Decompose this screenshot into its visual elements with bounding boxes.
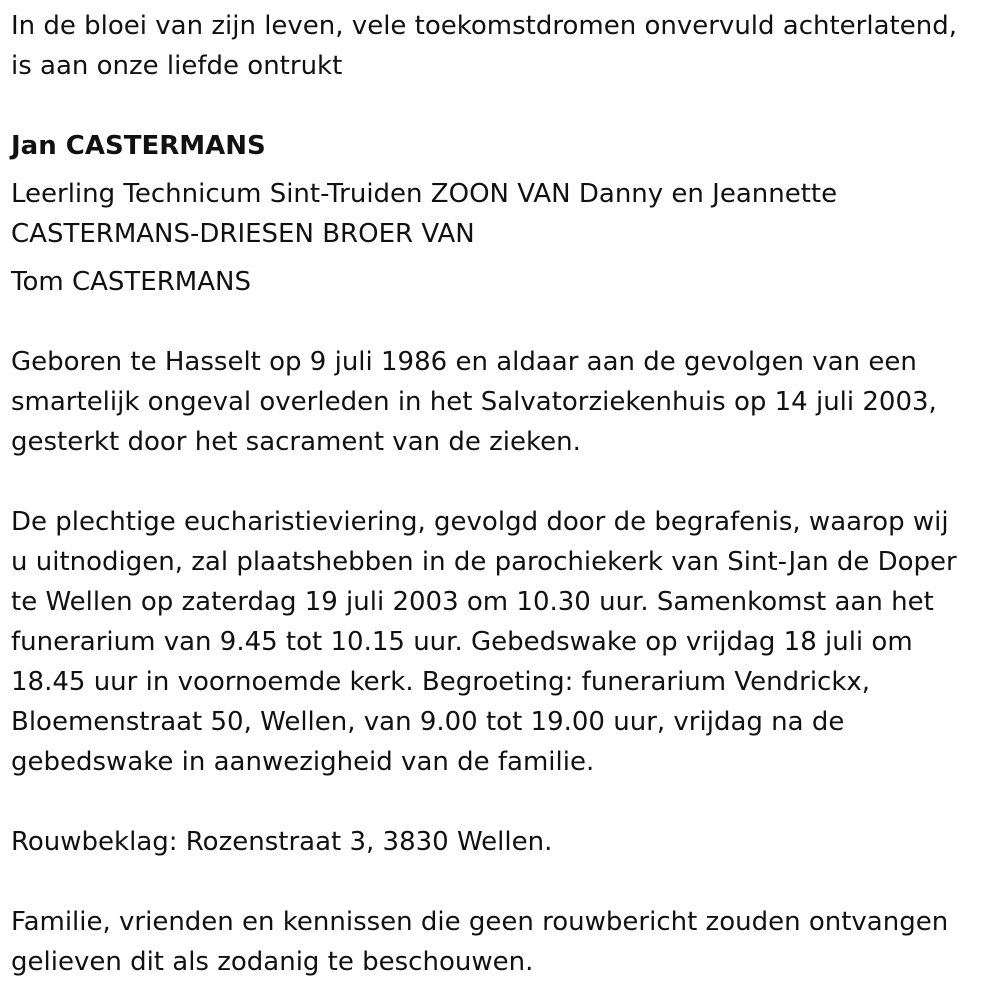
text-line: CASTERMANS-DRIESEN BROER VAN bbox=[11, 219, 475, 249]
intro-paragraph bbox=[11, 6, 991, 86]
text-line: is aan onze liefde ontrukt bbox=[11, 51, 343, 81]
text-line: u uitnodigen, zal plaatshebben in de parochiekerk van Sint-Jan de Doper bbox=[11, 547, 957, 577]
text-line: gebedswake in aanwezigheid van de familie. bbox=[11, 747, 595, 777]
text-line: gelieven dit als zodanig te beschouwen. bbox=[11, 947, 534, 977]
text-line: Familie, vrienden en kennissen die geen rouwbericht zouden ontvangen bbox=[11, 907, 949, 937]
text-line: Geboren te Hasselt op 9 juli 1986 en aldaar aan de gevolgen van een bbox=[11, 347, 917, 377]
text-line: smartelijk ongeval overleden in het Salvatorziekenhuis op 14 juli 2003, bbox=[11, 387, 937, 417]
text-line: In de bloei van zijn leven, vele toekomstdromen onvervuld achterlatend, bbox=[11, 11, 957, 41]
sibling-name: Tom CASTERMANS bbox=[11, 267, 251, 297]
obituary-document bbox=[11, 6, 991, 982]
text-line: Leerling Technicum Sint-Truiden ZOON VAN Danny en Jeannette bbox=[11, 179, 838, 209]
text-line: te Wellen op zaterdag 19 juli 2003 om 10.30 uur. Samenkomst aan het bbox=[11, 587, 934, 617]
text-line: funerarium van 9.45 tot 10.15 uur. Gebedswake op vrijdag 18 juli om bbox=[11, 627, 913, 657]
condolence-address: Rouwbeklag: Rozenstraat 3, 3830 Wellen. bbox=[11, 827, 553, 857]
description-paragraph bbox=[11, 174, 991, 254]
text-line: Bloemenstraat 50, Wellen, van 9.00 tot 19.00 uur, vrijdag na de bbox=[11, 707, 845, 737]
text-line: De plechtige eucharistieviering, gevolgd door de begrafenis, waarop wij bbox=[11, 507, 949, 537]
text-line: gesterkt door het sacrament van de zieken. bbox=[11, 427, 581, 457]
ceremony-paragraph bbox=[11, 502, 991, 782]
closing-paragraph bbox=[11, 902, 991, 982]
birth-death-paragraph bbox=[11, 342, 991, 462]
text-line: 18.45 uur in voornoemde kerk. Begroeting: funerarium Vendrickx, bbox=[11, 667, 871, 697]
deceased-name: Jan CASTERMANS bbox=[11, 131, 266, 161]
